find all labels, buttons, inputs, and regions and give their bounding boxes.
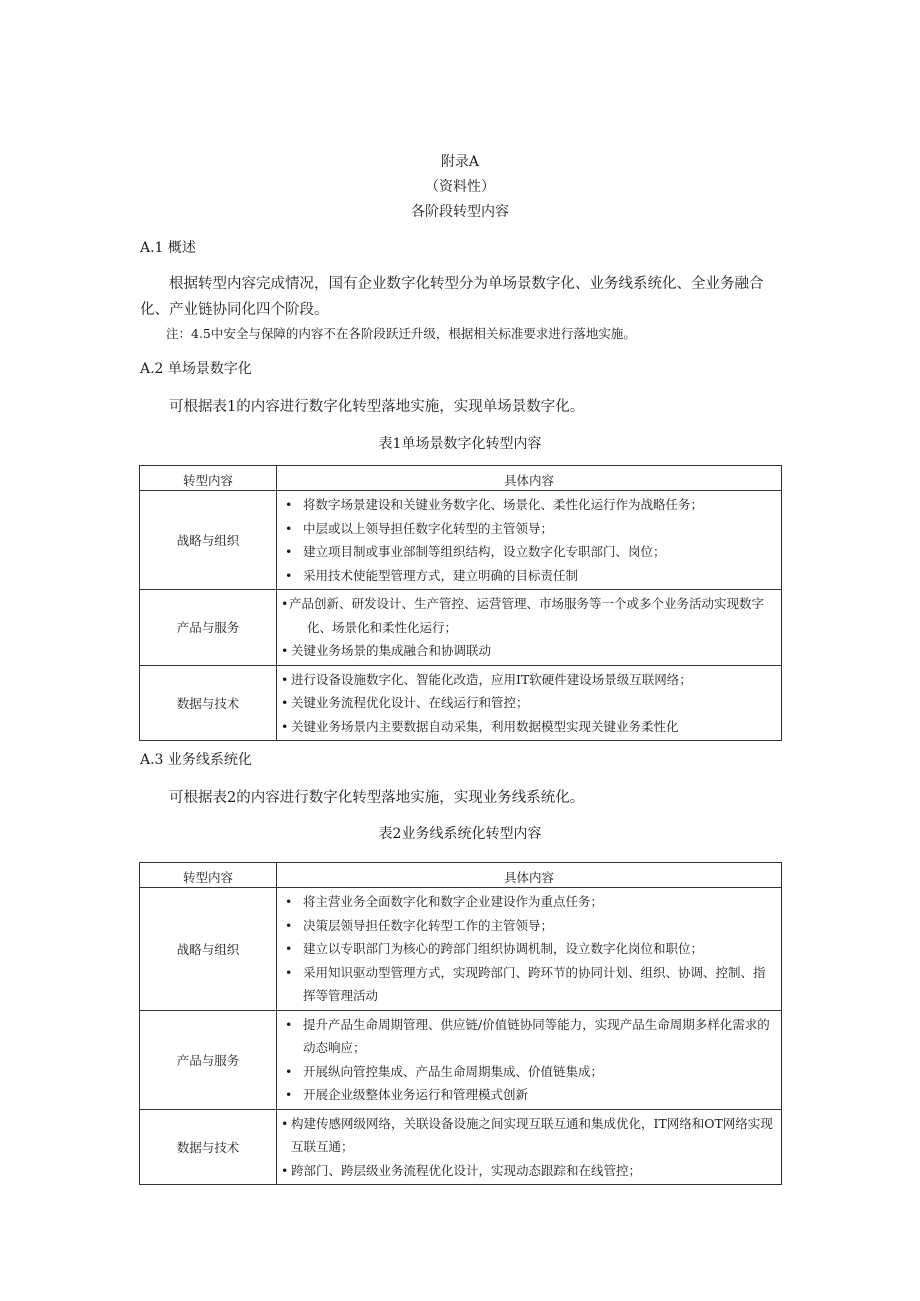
table2-category-data: 数据与技术 — [140, 1109, 277, 1185]
bullet-icon: • — [285, 1063, 293, 1079]
table-row — [140, 1109, 782, 1185]
section-a3-heading: A.3 业务线系统化 — [140, 752, 252, 768]
table2-content-data — [277, 1109, 782, 1185]
bullet-icon: • — [285, 520, 293, 536]
list-item: • 提升产品生命周期管理、供应链/价值链协同等能力，实现产品生命周期多样化需求的动态响应； — [281, 1013, 775, 1060]
list-item: • 跨部门、跨层级业务流程优化设计，实现动态跟踪和在线管控； — [281, 1159, 775, 1183]
bullet-icon: • — [285, 941, 293, 956]
table2-header-content: 具体内容 — [277, 863, 782, 888]
section-a1-heading: A.1 概述 — [140, 240, 196, 256]
table2-content-strategy — [277, 888, 782, 1011]
list-item: • 采用技术使能型管理方式，建立明确的目标责任制 — [281, 564, 775, 588]
table1-header-row — [140, 466, 782, 491]
section-a1-paragraph: 根据转型内容完成情况，国有企业数字化转型分为单场景数字化、业务线系统化、全业务融合化、产业链协同化四个阶段。 — [140, 276, 764, 318]
list-item: • 关键业务场景内主要数据自动采集，利用数据模型实现关键业务柔性化 — [281, 715, 775, 739]
table2-header-row — [140, 863, 782, 888]
bullet-icon: • — [285, 917, 293, 933]
table-row — [140, 888, 782, 1011]
section-a2-heading: A.2 单场景数字化 — [140, 361, 252, 377]
appendix-subtitle: 各阶段转型内容 — [411, 204, 509, 220]
bullet-icon: • — [285, 964, 293, 980]
table2-category-strategy: 战略与组织 — [140, 888, 277, 1011]
bullet-icon: • — [281, 1162, 289, 1178]
bullet-icon: • — [281, 695, 289, 710]
table-row — [140, 665, 782, 741]
table1-category-data: 数据与技术 — [140, 665, 277, 741]
section-a1-note: 注：4.5中安全与保障的内容不在各阶段跃迁升级，根据相关标准要求进行落地实施。 — [166, 326, 636, 341]
bullet-icon: • — [281, 596, 289, 611]
bullet-icon: • — [285, 544, 293, 559]
table1-content-data — [277, 665, 782, 741]
section-a2-paragraph: 可根据表1的内容进行数字化转型落地实施，实现单场景数字化。 — [169, 399, 585, 415]
bullet-icon: • — [281, 671, 289, 687]
table2-content-product — [277, 1010, 782, 1109]
table2-category-product: 产品与服务 — [140, 1010, 277, 1109]
bullet-icon: • — [281, 718, 289, 734]
list-item: • 将数字场景建设和关键业务数字化、场景化、柔性化运行作为战略任务； — [281, 493, 775, 517]
table1-caption: 表1单场景数字化转型内容 — [378, 436, 542, 452]
table1-header-category: 转型内容 — [140, 466, 277, 491]
list-item: • 决策层领导担任数字化转型工作的主管领导； — [281, 914, 775, 938]
list-item: • 采用知识驱动型管理方式，实现跨部门、跨环节的协同计划、组织、协调、控制、指挥等管理活动 — [281, 961, 775, 1008]
table1-category-strategy: 战略与组织 — [140, 491, 277, 590]
table1-category-product: 产品与服务 — [140, 590, 277, 666]
table2-caption: 表2业务线系统化转型内容 — [378, 826, 542, 842]
bullet-icon: • — [285, 1087, 293, 1102]
table1-header-content: 具体内容 — [277, 466, 782, 491]
list-item: • 关键业务场景的集成融合和协调联动 — [281, 639, 775, 663]
list-item: • 构建传感网级网络，关联设备设施之间实现互联互通和集成优化，IT网络和OT网络实现互联互通； — [281, 1112, 775, 1159]
bullet-icon: • — [281, 1115, 289, 1131]
bullet-icon: • — [285, 894, 293, 909]
bullet-icon: • — [285, 567, 293, 583]
table1-content-strategy — [277, 491, 782, 590]
table-row — [140, 590, 782, 666]
table-row — [140, 491, 782, 590]
appendix-title: 附录A — [440, 154, 480, 170]
list-item: • 中层或以上领导担任数字化转型的主管领导； — [281, 517, 775, 541]
table-row — [140, 1010, 782, 1109]
table1 — [139, 465, 782, 741]
list-item: • 建立以专职部门为核心的跨部门组织协调机制，设立数字化岗位和职位； — [281, 937, 775, 961]
list-item: • 开展纵向管控集成、产品生命周期集成、价值链集成； — [281, 1060, 775, 1084]
list-item: • 建立项目制或事业部制等组织结构，设立数字化专职部门、岗位； — [281, 540, 775, 564]
bullet-icon: • — [281, 643, 289, 658]
bullet-icon: • — [285, 1016, 293, 1032]
list-item: • 产品创新、研发设计、生产管控、运营管理、市场服务等一个或多个业务活动实现数字化、场景化和柔性化运行； — [281, 592, 775, 639]
list-item: • 开展企业级整体业务运行和管理模式创新 — [281, 1083, 775, 1107]
list-item: • 将主营业务全面数字化和数字企业建设作为重点任务； — [281, 890, 775, 914]
appendix-nature: （资料性） — [425, 179, 495, 195]
list-item: • 进行设备设施数字化、智能化改造，应用IT软硬件建设场景级互联网络； — [281, 668, 775, 692]
table2-header-category: 转型内容 — [140, 863, 277, 888]
bullet-icon: • — [285, 497, 293, 512]
list-item: • 关键业务流程优化设计、在线运行和管控； — [281, 691, 775, 715]
table1-content-product — [277, 590, 782, 666]
section-a3-paragraph: 可根据表2的内容进行数字化转型落地实施，实现业务线系统化。 — [169, 790, 585, 806]
table2 — [139, 862, 782, 1185]
